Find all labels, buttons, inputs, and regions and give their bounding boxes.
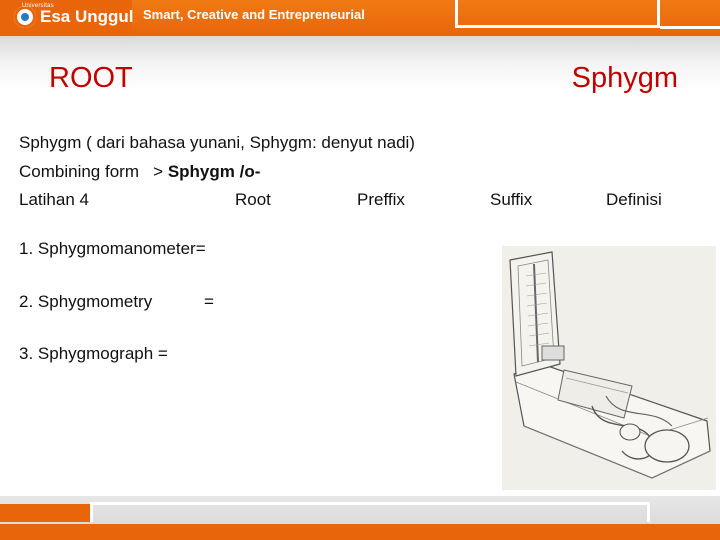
university-logo-icon	[14, 6, 36, 28]
header-decor-line	[660, 26, 720, 29]
footer-accent-block	[0, 504, 92, 522]
logo-area	[0, 0, 132, 36]
exercise-item-2: 2. Sphygmometry	[19, 292, 153, 311]
definition-line: Sphygm ( dari bahasa yunani, Sphygm: denyut nadi)	[19, 133, 415, 152]
sphygmomanometer-illustration	[502, 246, 716, 490]
exercise-item-3: 3. Sphygmograph =	[19, 344, 168, 363]
combining-form-label: Combining form >	[19, 162, 168, 181]
tagline: Smart, Creative and Entrepreneurial	[143, 7, 365, 22]
header-decor-frame	[455, 0, 660, 28]
brand-prefix: Universitas	[22, 3, 54, 9]
column-header-root: Root	[235, 190, 271, 209]
column-header-suffix: Suffix	[490, 190, 533, 209]
combining-form-value: Sphygm /o-	[167, 162, 261, 181]
exercise-item-2-equals: =	[204, 292, 214, 311]
header-bar	[0, 0, 720, 36]
column-header-exercise: Latihan 4	[19, 190, 89, 209]
footer-accent-strip	[0, 524, 720, 540]
exercise-item-1: 1. Sphygmomanometer=	[19, 239, 206, 258]
footer-bar	[0, 496, 720, 540]
column-header-definition: Definisi	[606, 190, 662, 209]
column-header-prefix: Preffix	[357, 190, 405, 209]
brand-name: Esa Unggul	[40, 7, 134, 26]
slide-title-right: Sphygm	[571, 62, 678, 94]
slide-title-left: ROOT	[49, 62, 133, 94]
combining-form-line	[19, 163, 260, 180]
footer-decor-frame	[90, 502, 650, 522]
sphygmomanometer-icon	[502, 246, 716, 490]
